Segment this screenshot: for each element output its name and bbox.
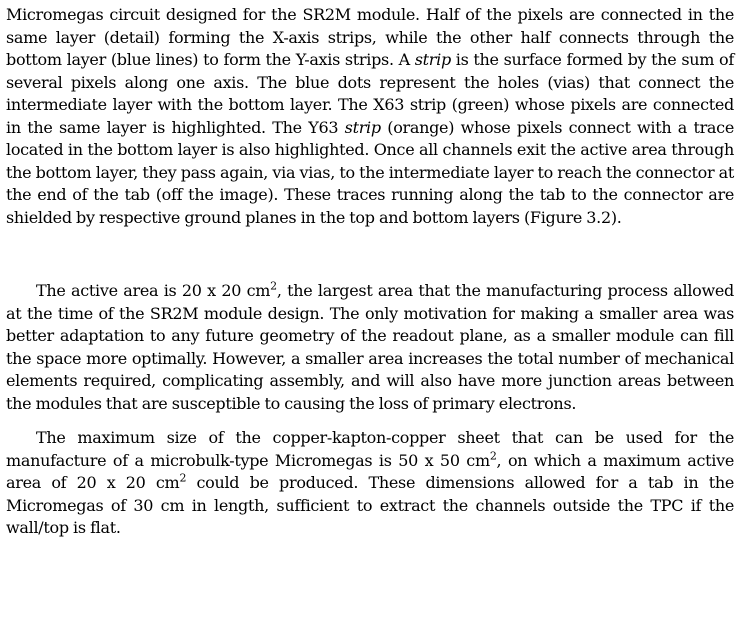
superscript: 2: [489, 449, 497, 463]
caption-strip-term: strip: [414, 50, 451, 69]
caption-strip-term-2: strip: [344, 117, 381, 137]
paragraph-sheet-size-text-3: could be produced. These dimensions allowed for a tab in the Micromegas of 30 cm in length, sufficient to extract the channels outside the TPC if the wall/top is flat.: [6, 473, 734, 537]
figure-caption: [6, 4, 734, 229]
paragraph-active-area: [6, 280, 734, 415]
caption-text-2: is the surface formed by the sum of several pixels along one axis. The blue dots represent the holes (vias) that connect the intermediate layer with the bottom layer. The X63 strip (green) whose pixels are connected in the same layer is highlighted. The Y63: [6, 50, 734, 137]
superscript: 2: [179, 471, 187, 485]
superscript: 2: [270, 279, 277, 293]
paragraph-sheet-size-text-1: The maximum size of the copper-kapton-copper sheet that can be used for the manufacture of a microbulk-type Micromegas is 50 x 50 cm: [6, 428, 734, 470]
paragraph-sheet-size-text-2: , on which a maximum active area of 20 x 20 cm: [6, 450, 734, 492]
page-content: [6, 4, 734, 540]
caption-text-1: Micromegas circuit designed for the SR2M module. Half of the pixels are connected in the same layer (detail) forming the X-axis strips, while the other half connects through the bottom layer (blue lines) to form the Y-axis strips. A: [6, 5, 734, 69]
paragraph-active-area-text-2: , the largest area that the manufacturing process allowed at the time of the SR2M module design. The only motivation for making a smaller area was better adaptation to any future geometry of the readout plane, as a smaller module can fill the space more optimally. However, a smaller area increases the total number of mechanical elements required, complicating assembly, and will also have more junction areas between the modules that are susceptible to causing the loss of primary electrons.: [6, 281, 734, 413]
paragraph-sheet-size: [6, 427, 734, 540]
paragraph-active-area-text-1: The active area is 20 x 20 cm: [36, 281, 271, 300]
caption-text-3: (orange) whose pixels connect with a trace located in the bottom layer is also highlighted. Once all channels exit the active area through the bottom layer, they pass again, via vias, to the intermediate layer to reach the connector at the end of the tab (off the image). These traces running along the tab to the connector are shielded by respective ground planes in the top and bottom layers (Figure 3.2).: [6, 117, 734, 227]
